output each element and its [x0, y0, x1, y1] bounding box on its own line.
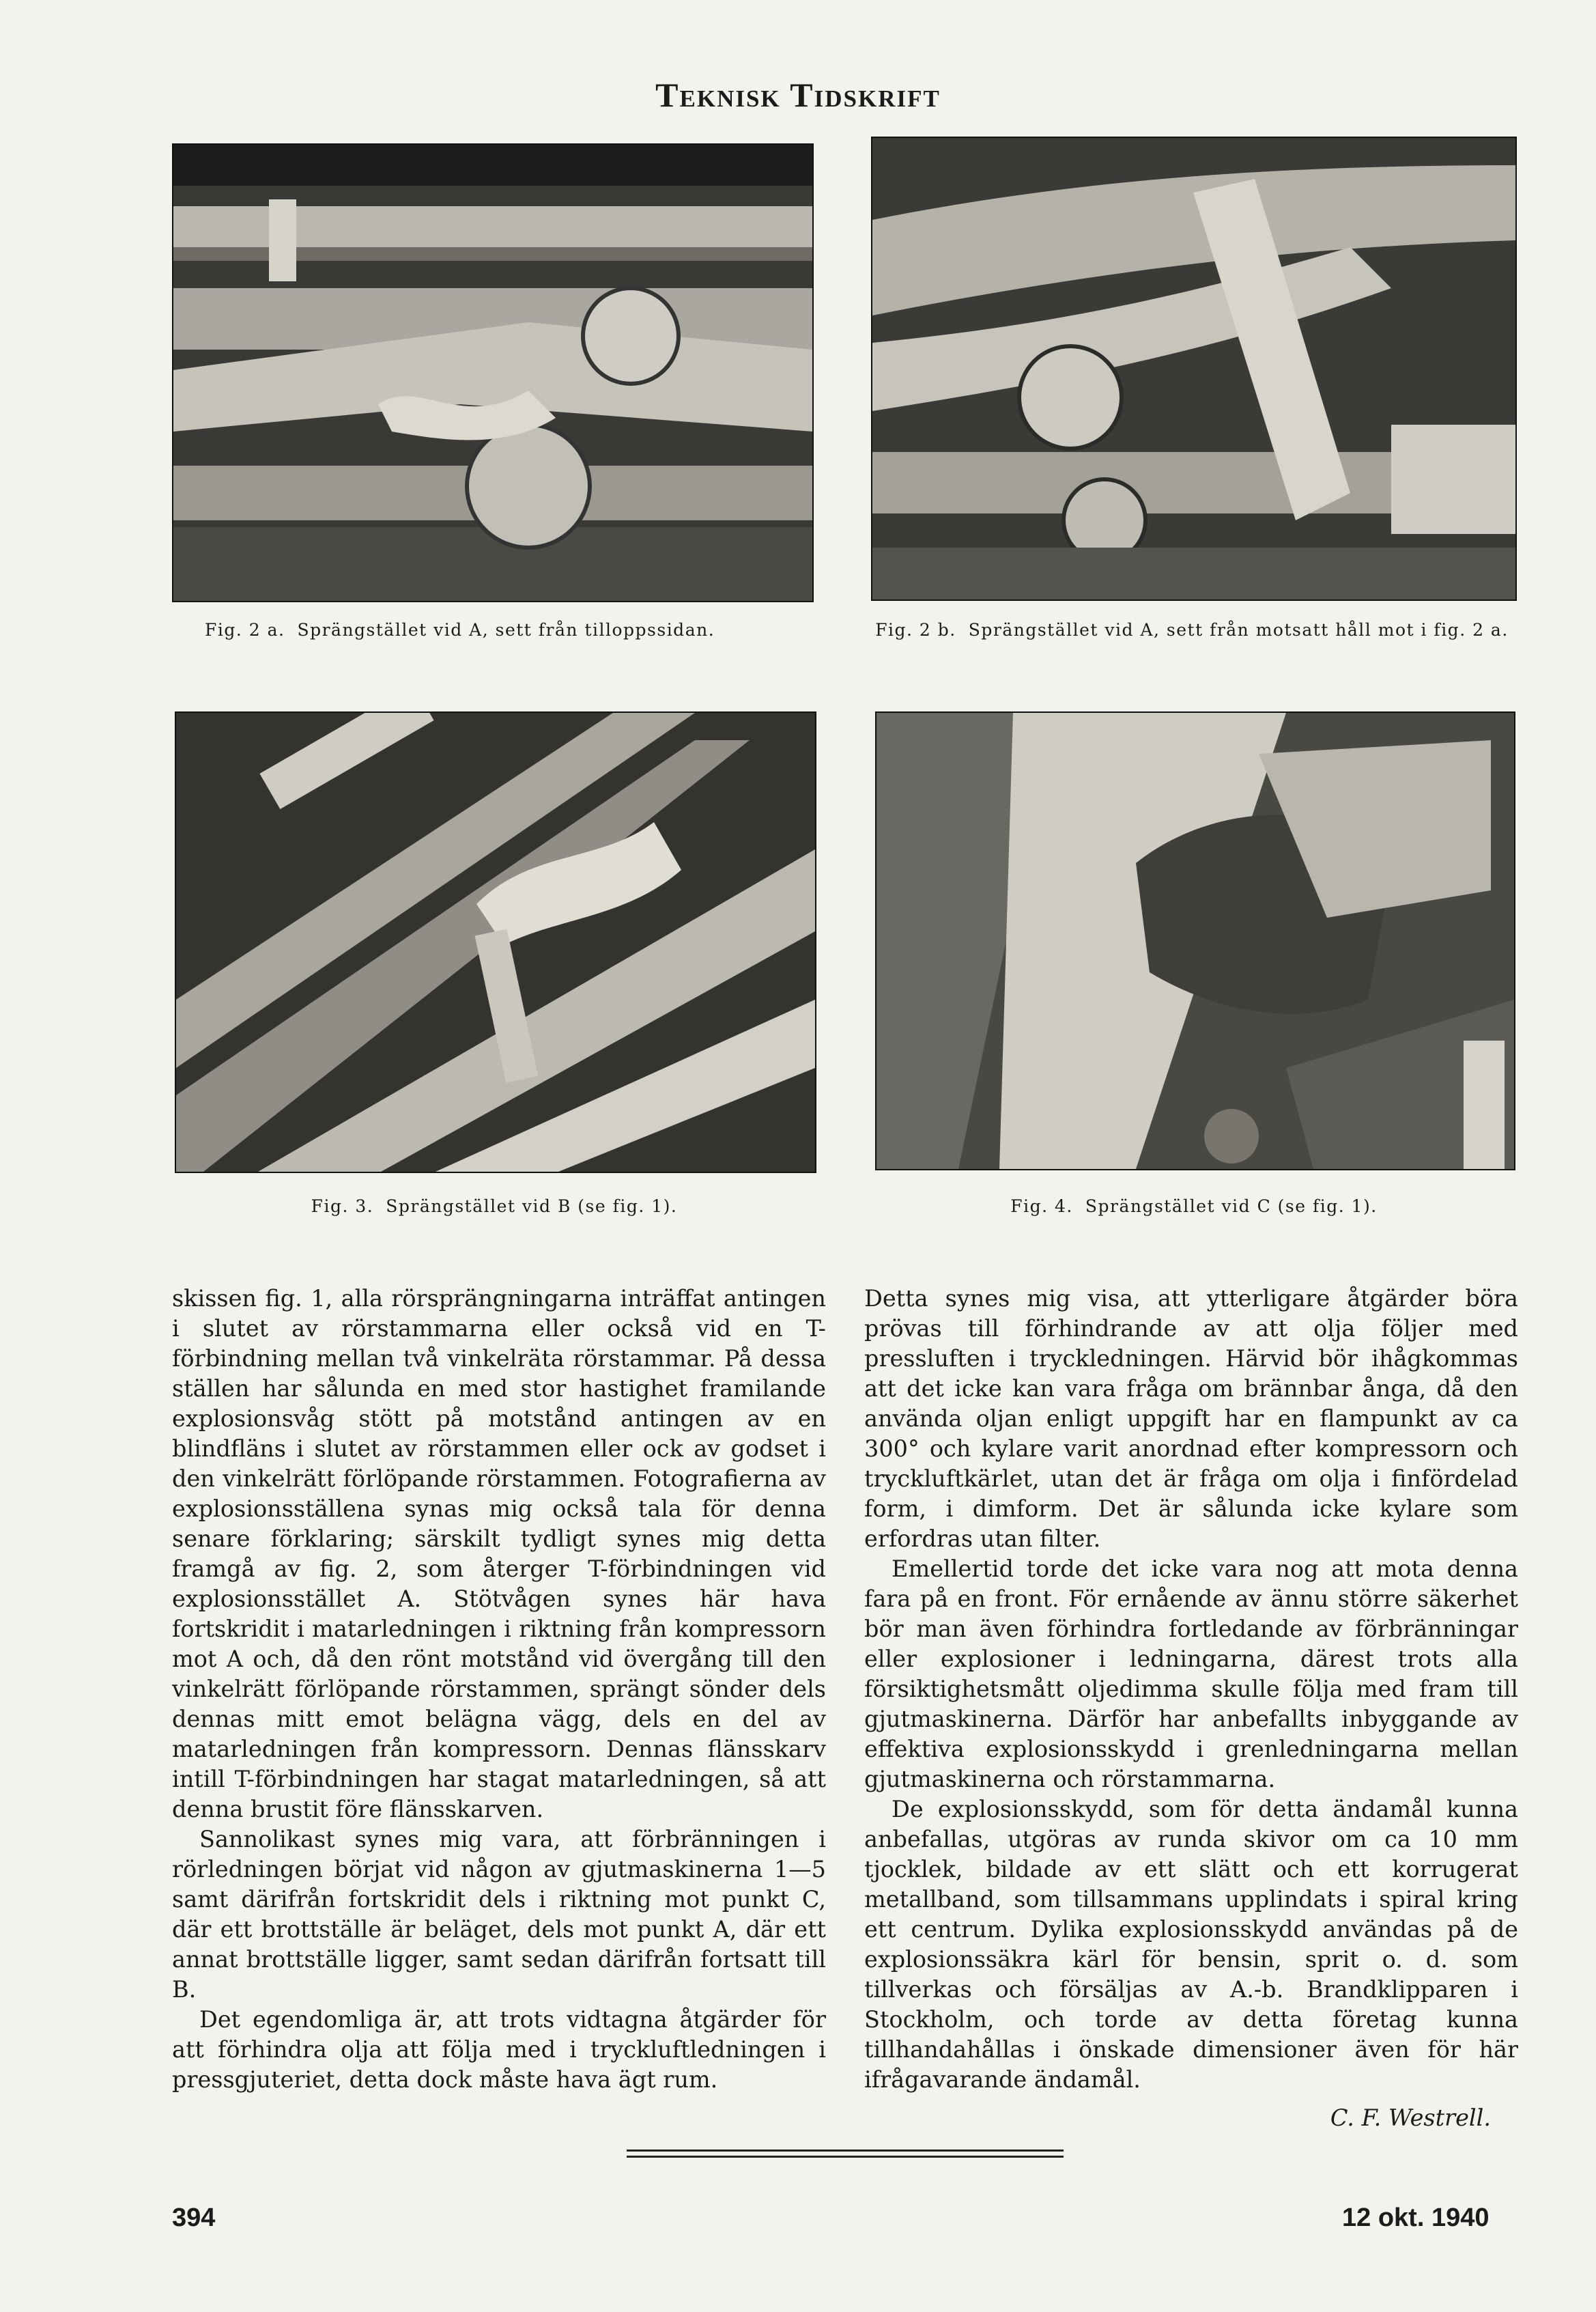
caption-label: Fig. 2 b. — [875, 620, 956, 640]
caption-text: Sprängstället vid B (se fig. 1). — [386, 1196, 678, 1216]
paragraph: Emellertid torde det icke vara nog att mota denna fara på en front. För ernående av ännu större säkerhet bör man även förhindra fortledande av förbränningar eller explosioner i ledningarna, därest trots alla försiktighetsmått oljedimma skulle följa med fram till gjutmaskinerna. Därför har anbefallts inbyggande av effektiva explosionsskydd i grenledningarna mellan gjutmaskinerna och rörstammarna. — [864, 1555, 1518, 1792]
photo-fig-3 — [175, 711, 816, 1173]
caption-label: Fig. 2 a. — [205, 620, 285, 640]
paragraph: skissen fig. 1, alla rörsprängningarna inträffat antingen i slutet av rörstammarna eller också vid en T-förbindning mellan två vinkelräta rörstammar. På dessa ställen har sålunda en med stor hastighet framilande explosionsvåg stött på motstånd antingen av en blindfläns i slutet av rörstammen eller ock av godset i den vinkelrätt förlöpande rörstammen. Fotografierna av explosionsställena synas mig också tala för denna senare förklaring; särskilt tydligt synes mig detta framgå av fig. 2, som återger T-förbindningen vid explosionsstället A. Stötvågen synes här hava fortskridit i matarledningen i riktning från kompressorn mot A och, då den rönt motstånd vid övergång till den vinkelrätt förlöpande rörstammen, sprängt sönder dels dennas mitt emot belägna vägg, dels en del av matarledningen från kompressorn. Dennas flänsskarv intill T-förbindningen har stagat matarledningen, så att denna brustit före flänsskarven. — [172, 1285, 826, 1822]
page-number: 394 — [172, 2203, 216, 2232]
caption-fig-2b — [864, 619, 1520, 642]
caption-fig-2a — [205, 619, 806, 642]
left-column — [172, 1284, 826, 2095]
footer-rule — [627, 2149, 1064, 2162]
caption-label: Fig. 3. — [311, 1196, 374, 1216]
right-column — [864, 1284, 1518, 2133]
caption-text: Sprängstället vid A, sett från tilloppssidan. — [297, 620, 715, 640]
caption-text: Sprängstället vid C (se fig. 1). — [1085, 1196, 1378, 1216]
caption-fig-4 — [875, 1195, 1513, 1218]
caption-fig-3 — [175, 1195, 814, 1218]
paragraph: De explosionsskydd, som för detta ändamål kunna anbefallas, utgöras av runda skivor om ca 10 mm tjocklek, bildade av ett slätt och ett korrugerat metallband, som tillsammans upplindats i spiral kring ett centrum. Dylika explosionsskydd användas på de explosionssäkra kärl för bensin, sprit o. d. som tillverkas och försäljas av A.-b. Brandklipparen i Stockholm, och torde av detta företag kunna tillhandahållas i önskade dimensioner även för här ifrågavarande ändamål. — [864, 1796, 1518, 2093]
issue-date: 12 okt. 1940 — [1342, 2203, 1490, 2232]
caption-text: Sprängstället vid A, sett från motsatt håll mot i fig. 2 a. — [968, 620, 1509, 640]
photo-fig-2b — [871, 137, 1517, 601]
paragraph: Det egendomliga är, att trots vidtagna åtgärder för att förhindra olja att följa med i tryckluftledningen i pressgjuteriet, detta dock måste hava ägt rum. — [172, 2006, 826, 2093]
masthead-title: Teknisk Tidskrift — [655, 76, 941, 114]
author-signature: C. F. Westrell. — [1330, 2104, 1491, 2131]
photo-fig-4 — [875, 711, 1515, 1170]
caption-label: Fig. 4. — [1010, 1196, 1073, 1216]
paragraph: Detta synes mig visa, att ytterligare åtgärder böra prövas till förhindrande av att olja följer med pressluften i tryckledningen. Härvid bör ihågkommas att det icke kan vara fråga om brännbar ånga, då den använda oljan enligt uppgift har en flampunkt av ca 300° och kylare varit anordnad efter kompressorn och tryckluftkärlet, utan det är fråga om olja i finfördelad form, i dimform. Det är sålunda icke kylare som erfordras utan filter. — [864, 1285, 1518, 1552]
paragraph: Sannolikast synes mig vara, att förbränningen i rörledningen börjat vid någon av gjutmaskinerna 1—5 samt därifrån fortskridit dels i riktning mot punkt C, där ett brottställe är beläget, dels mot punkt A, där ett annat brottställe ligger, samt sedan därifrån fortsatt till B. — [172, 1826, 826, 2003]
photo-fig-2a — [172, 143, 814, 602]
